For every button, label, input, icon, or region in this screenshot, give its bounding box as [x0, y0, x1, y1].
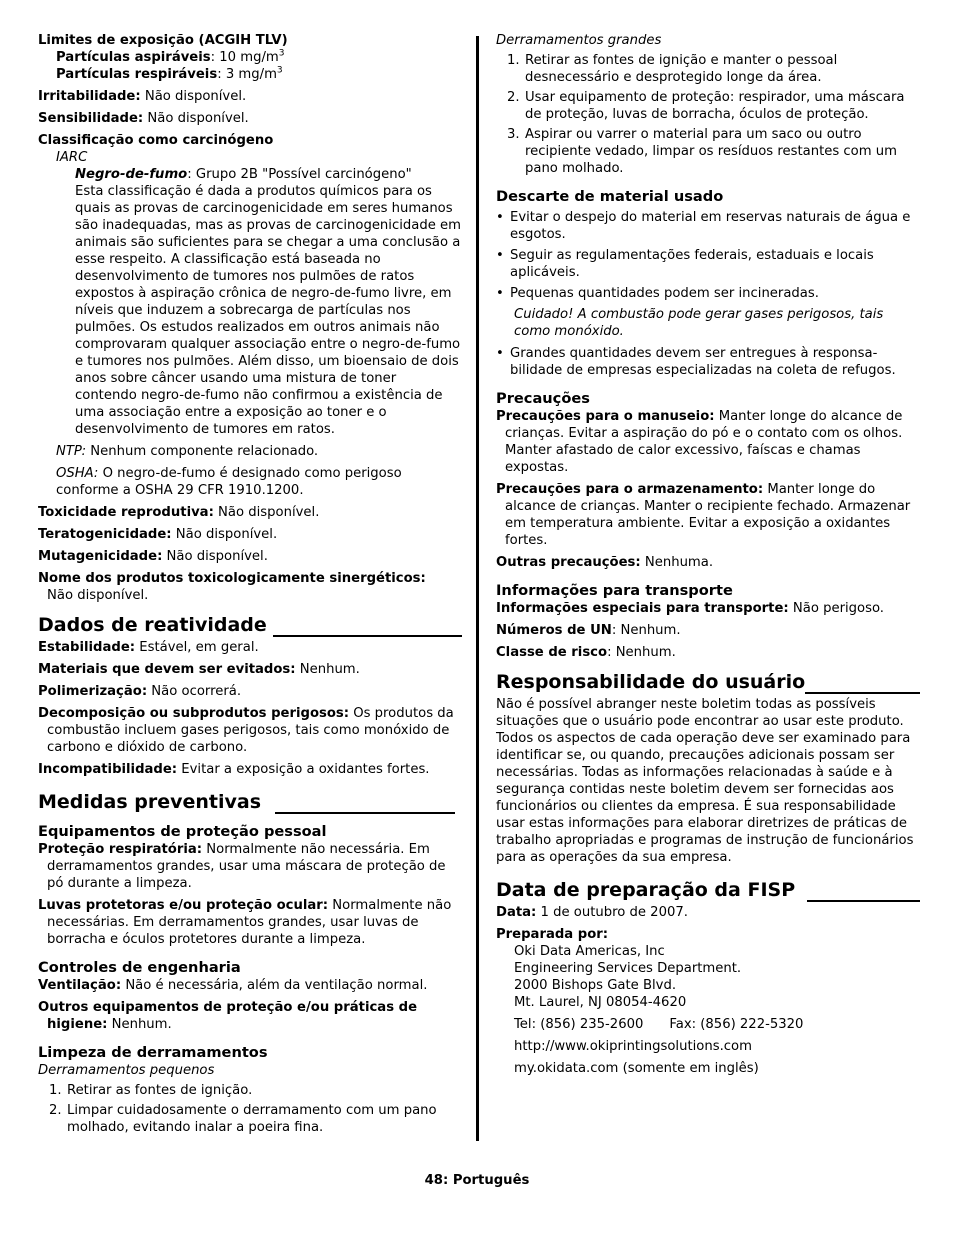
mutagenicidade-line: Mutagenicidade: Não disponível.	[38, 549, 268, 564]
list-item: • Evitar o despejo do material em reservas naturais de água e esgotos.	[496, 210, 911, 242]
carcinogen-title: Classificação como carcinógeno	[38, 133, 274, 148]
transporte-title: Informações para transporte	[496, 582, 733, 599]
armazenamento-line: Precauções para o armazenamento: Manter longe do alcance de crianças. Manter o recipiente fechado. Armazenar em temperatura ambiente. Evitar a exposição a oxidantes fortes.	[496, 482, 911, 548]
list-item: 3. Aspirar ou varrer o material para um saco ou outro recipiente vedado, limpar os resíduos restantes com um pano molhado.	[507, 127, 897, 176]
heading-rule	[275, 812, 455, 814]
materiais-line: Materiais que devem ser evitados: Nenhum.	[38, 662, 360, 677]
responsabilidade-heading: Responsabilidade do usuário	[496, 670, 920, 694]
list-item: 2. Usar equipamento de proteção: respirador, uma máscara de proteção, luvas de borracha, óculos de proteção.	[507, 90, 905, 122]
incompatibilidade-line: Incompatibilidade: Evitar a exposição a oxidantes fortes.	[38, 762, 430, 777]
numeros-un-line: Números de UN: Nenhum.	[496, 623, 681, 638]
fax: Fax: (856) 222-5320	[669, 1017, 804, 1032]
estabilidade-line: Estabilidade: Estável, em geral.	[38, 640, 259, 655]
epp-title: Equipamentos de proteção pessoal	[38, 823, 327, 840]
heading-rule	[273, 635, 462, 637]
precaucoes-title: Precauções	[496, 390, 590, 407]
descarte-title: Descarte de material usado	[496, 188, 724, 205]
decomposicao-line: Decomposição ou subprodutos perigosos: Os produtos da combustão incluem gases perigosos, tais como monóxido de carbono e dióxido de carbono.	[38, 706, 454, 755]
negro-de-fumo-text: Esta classificação é dada a produtos químicos para os quais as provas de carcinogenicidade em seres humanos são inadequadas, mas as provas de carcinogenicidade em animais são suficientes para se chegar a uma conclusão a esse respeito. A classificação está baseada no desenvolvimento de tumores nos pulmões de ratos expostos à aspiração crônica de negro-de-fumo livre, em níveis que induzem a sobrecarga de partículas nos pulmões. Os estudos realizados em outros animais não comprovaram qualquer associação entre o negro-de-fumo e tumores nos pulmões. Além disso, um bioensaio de dois anos sobre câncer usando uma mistura de toner contendo negro-de-fumo não confirmou a existência de uma associação entre a exposição ao toner e o desenvolvimento de tumores em ratos.	[75, 184, 461, 437]
luvas-line: Luvas protetoras e/ou proteção ocular: Normalmente não necessárias. Em derramamentos grandes, usar luvas de borracha e óculos protetores durante a limpeza.	[38, 898, 452, 947]
grandes-list	[496, 52, 920, 177]
iarc-label: IARC	[56, 150, 88, 165]
list-item: 1. Retirar as fontes de ignição.	[49, 1083, 253, 1098]
descarte-list-last	[496, 345, 920, 379]
pequenos-list	[38, 1082, 462, 1136]
city-address: Mt. Laurel, NJ 08054-4620	[514, 995, 687, 1010]
heading-rule	[805, 692, 920, 694]
list-item: 1. Retirar as fontes de ignição e manter o pessoal desnecessário e desprotegido longe da área.	[507, 53, 838, 85]
outras-precaucoes-line: Outras precauções: Nenhuma.	[496, 555, 714, 570]
sensibilidade-line: Sensibilidade: Não disponível.	[38, 111, 249, 126]
tel: Tel: (856) 235-2600	[514, 1017, 644, 1032]
manuseio-line: Precauções para o manuseio: Manter longe do alcance de crianças. Evitar a aspiração do pó e o contato com os olhos. Manter afastado de calor excessivo, faíscas e chamas expostas.	[496, 409, 903, 475]
responsabilidade-text: Não é possível abranger neste boletim todas as possíveis situações que o usuário pode encontrar ao usar este produto. Todos os aspectos de cada operação deve ser examinado para identificar se, ou quando, precauções adicionais possam ser necessárias. Todas as informações relacionadas à saúde e à segurança contidas neste boletim devem ser fornecidas aos funcionários ou clientes da empresa. É sua responsabilidade usar estas informações para elaborar diretrizes de práticas de trabalho apropriadas e programas de instrução de funcionários para as operações da sua empresa.	[496, 697, 914, 865]
ntp-line: NTP: Nenhum componente relacionado.	[56, 444, 319, 459]
reatividade-heading: Dados de reatividade	[38, 613, 462, 637]
street-address: 2000 Bishops Gate Blvd.	[514, 978, 677, 993]
transporte-especiais-line: Informações especiais para transporte: Não perigoso.	[496, 601, 884, 616]
grandes-label: Derramamentos grandes	[496, 33, 662, 48]
pequenos-label: Derramamentos pequenos	[38, 1063, 215, 1078]
aspiraveis-line: Partículas aspiráveis: 10 $mg/m^3$	[56, 48, 285, 65]
list-item: • Seguir as regulamentações federais, estaduais e locais aplicáveis.	[496, 248, 874, 280]
polimerizacao-line: Polimerização: Não ocorrerá.	[38, 684, 242, 699]
column-divider	[476, 36, 479, 1141]
right-column	[496, 32, 920, 1082]
preventivas-heading: Medidas preventivas	[38, 790, 462, 814]
preparada-label: Preparada por:	[496, 927, 609, 942]
toxicidade-line: Toxicidade reprodutiva: Não disponível.	[38, 505, 320, 520]
ventilacao-line: Ventilação: Não é necessária, além da ventilação normal.	[38, 978, 428, 993]
heading-rule	[807, 900, 920, 902]
phone-line	[514, 1016, 920, 1033]
okidata-link[interactable]: my.okidata.com (somente em inglês)	[514, 1061, 759, 1076]
descarte-list	[496, 209, 920, 302]
list-item: • Grandes quantidades devem ser entregues à responsa-bilidade de empresas especializadas na coleta de refugos.	[496, 346, 896, 378]
cuidado-note: Cuidado! A combustão pode gerar gases perigosos, tais como monóxido.	[514, 307, 884, 339]
teratogenicidade-line: Teratogenicidade: Não disponível.	[38, 527, 278, 542]
sinergeticos-line: Nome dos produtos toxicologicamente sinergéticos: Não disponível.	[38, 571, 426, 603]
page-footer: 48: Português	[424, 1173, 530, 1188]
irritabilidade-line: Irritabilidade: Não disponível.	[38, 89, 247, 104]
osha-line: OSHA: O negro-de-fumo é designado como perigoso conforme a OSHA 29 CFR 1910.1200.	[56, 466, 402, 498]
department: Engineering Services Department.	[514, 961, 742, 976]
negro-de-fumo-line: Negro-de-fumo: Grupo 2B "Possível carcinógeno"	[75, 167, 412, 182]
website-link[interactable]: http://www.okiprintingsolutions.com	[514, 1039, 752, 1054]
exposure-limits-title: Limites de exposição (ACGIH TLV)	[38, 33, 288, 48]
controles-title: Controles de engenharia	[38, 959, 241, 976]
limpeza-title: Limpeza de derramamentos	[38, 1044, 268, 1061]
classe-risco-line: Classe de risco: Nenhum.	[496, 645, 676, 660]
list-item: 2. Limpar cuidadosamente o derramamento com um pano molhado, evitando inalar a poeira fina.	[49, 1103, 437, 1135]
respiraveis-line: Partículas respiráveis: 3 $mg/m^3$	[56, 65, 283, 82]
list-item: • Pequenas quantidades podem ser incineradas.	[496, 286, 819, 301]
outros-equipamentos-line: Outros equipamentos de proteção e/ou práticas de higiene: Nenhum.	[38, 1000, 418, 1032]
company-name: Oki Data Americas, Inc	[514, 944, 665, 959]
left-column	[38, 32, 462, 1141]
data-line: Data: 1 de outubro de 2007.	[496, 905, 688, 920]
protecao-respiratoria-line: Proteção respiratória: Normalmente não necessária. Em derramamentos grandes, usar uma máscara de proteção de pó durante a limpeza.	[38, 842, 446, 891]
data-preparacao-heading: Data de preparação da FISP	[496, 878, 920, 902]
